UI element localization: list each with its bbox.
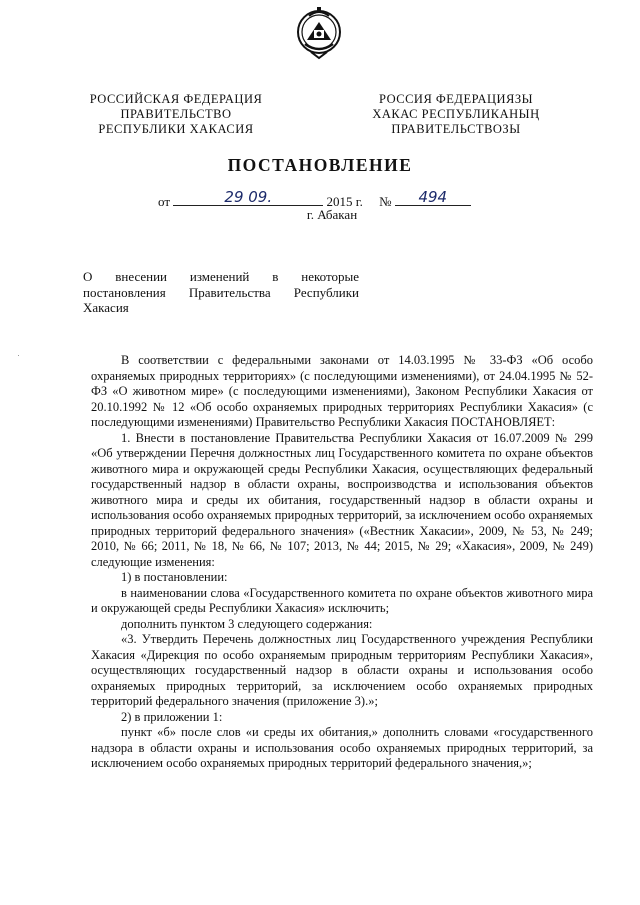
- body-paragraph: В соответствии с федеральными законами от 14.03.1995 № 33-ФЗ «Об особо охраняемых природных территориях» (с последующими изменениями), от 24.04.1995 № 52-ФЗ «О животном мире» (с последующими изменениями), Законом Республики Хакасия от 20.10.1992 № 12 «Об особо охраняемых природных территориях Республики Хакасия» (с последующими изменениями) Правительство Республики Хакасия ПОСТАНОВЛЯЕТ:: [91, 353, 593, 429]
- header-right-line: РОССИЯ ФЕДЕРАЦИЯЗЫ: [378, 92, 534, 106]
- handwritten-number: 494: [418, 188, 448, 206]
- header-right-line: ПРАВИТЕЛЬСТВОЗЫ: [391, 122, 521, 136]
- document-title: ПОСТАНОВЛЕНИЕ: [227, 155, 413, 175]
- document-body: [91, 353, 593, 772]
- date-field: [173, 188, 323, 206]
- scan-speck: [18, 355, 19, 356]
- year-label: 2015 г.: [326, 194, 363, 209]
- body-paragraph: пункт «б» после слов «и среды их обитания,» дополнить словами «государственного надзора в области охраны и использования особо охраняемых природных территорий, за исключением особо охраняемых природных территорий федерального значения,»;: [91, 725, 593, 770]
- city: г. Абакан: [306, 207, 358, 222]
- document-subject: О внесении изменений в некоторые постановления Правительства Республики Хакасия: [83, 269, 359, 315]
- body-paragraph: 2) в приложении 1:: [121, 709, 223, 724]
- body-paragraph: 1) в постановлении:: [121, 570, 228, 584]
- header-left-line: РЕСПУБЛИКИ ХАКАСИЯ: [98, 122, 254, 136]
- header-left: [78, 92, 274, 137]
- body-paragraph: в наименовании слова «Государственного комитета по охране объектов животного мира и окружающей среды Республики Хакасия» исключить;: [91, 585, 593, 615]
- number-label: №: [379, 194, 392, 209]
- header-left-line: РОССИЙСКАЯ ФЕДЕРАЦИЯ: [89, 92, 263, 106]
- header-right-line: ХАКАС РЕСПУБЛИКАНЫҢ: [372, 107, 540, 121]
- body-paragraph: дополнить пунктом 3 следующего содержания:: [121, 616, 373, 631]
- number-field: [395, 188, 471, 206]
- body-paragraph: 1. Внести в постановление Правительства Республики Хакасия от 16.07.2009 № 299 «Об утверждении Перечня должностных лиц Государственного комитета по охране объектов животного мира и окружающей среды Республики Хакасия, осуществляющих федеральный государственный надзор в области охраны, воспроизводства и использования объектов животного мира и среды их обитания, государственный надзор в области охраны и использования особо охраняемых природных территорий, за исключением особо охраняемых природных территорий федерального значения» («Вестник Хакасии», 2009, № 53, № 249; 2010, № 66; 2011, № 18, № 66, № 107; 2013, № 44; 2015, № 29; «Хакасия», 2009, № 249) следующие изменения:: [91, 430, 593, 569]
- handwritten-date: 29 09.: [224, 188, 273, 206]
- from-label: от: [158, 194, 171, 209]
- header-right: [356, 92, 556, 137]
- body-paragraph: «3. Утвердить Перечень должностных лиц Государственного учреждения Республики Хакасия «Дирекция по особо охраняемым природным территориям Республики Хакасия», осуществляющих государственный надзор в области охраны и использования особо охраняемых природных территорий, за исключением особо охраняемых природных территорий федерального значения (приложение 3).»;: [91, 632, 593, 708]
- header-left-line: ПРАВИТЕЛЬСТВО: [120, 107, 232, 121]
- khakassia-coat-of-arms-icon: [295, 6, 343, 62]
